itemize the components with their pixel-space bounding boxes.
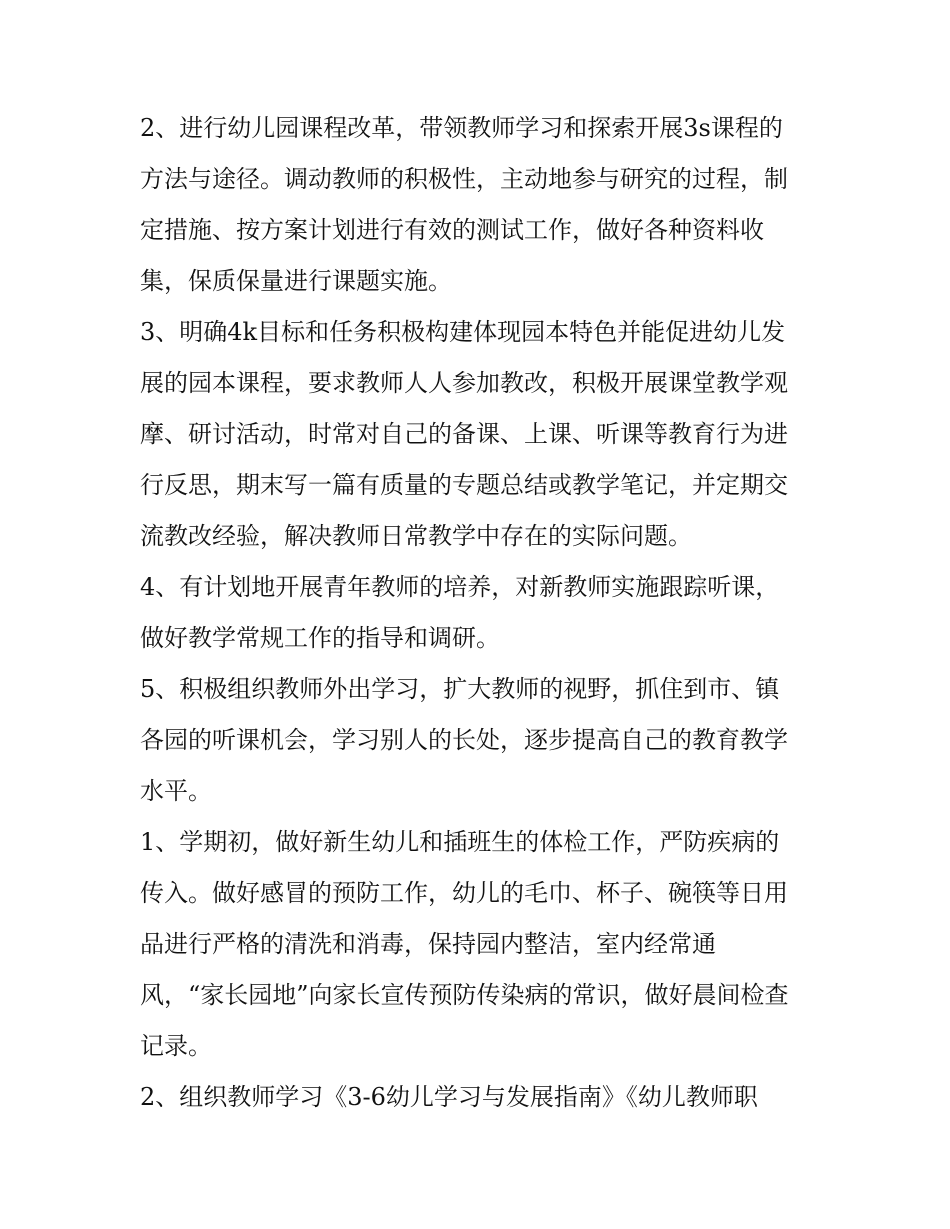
document-body [140, 103, 830, 1123]
text-line: 行反思，期末写一篇有质量的专题总结或教学笔记，并定期交 [140, 471, 788, 499]
text-line: 1、学期初，做好新生幼儿和插班生的体检工作，严防疾病的 [140, 828, 780, 856]
text-line: 定措施、按方案计划进行有效的测试工作，做好各种资料收 [140, 216, 764, 244]
text-line: 流教改经验，解决教师日常教学中存在的实际问题。 [140, 522, 692, 550]
text-line: 水平。 [140, 777, 212, 805]
text-line: 5、积极组织教师外出学习，扩大教师的视野，抓住到市、镇 [140, 675, 780, 703]
text-line: 展的园本课程，要求教师人人参加教改，积极开展课堂教学观 [140, 369, 788, 397]
text-line: 做好教学常规工作的指导和调研。 [140, 624, 500, 652]
text-line: 4、有计划地开展青年教师的培养，对新教师实施跟踪听课， [140, 573, 780, 601]
text-line: 品进行严格的清洗和消毒，保持园内整洁，室内经常通 [140, 930, 716, 958]
text-line: 方法与途径。调动教师的积极性，主动地参与研究的过程，制 [140, 165, 788, 193]
text-line: 摩、研讨活动，时常对自己的备课、上课、听课等教育行为进 [140, 420, 788, 448]
text-line: 2、组织教师学习《3-6幼儿学习与发展指南》《幼儿教师职 [140, 1083, 758, 1111]
text-line: 3、明确4k目标和任务积极构建体现园本特色并能促进幼儿发 [140, 318, 786, 346]
text-line: 传入。做好感冒的预防工作，幼儿的毛巾、杯子、碗筷等日用 [140, 879, 788, 907]
text-line: 风，“家长园地”向家长宣传预防传染病的常识，做好晨间检查 [140, 981, 789, 1009]
text-line: 2、进行幼儿园课程改革，带领教师学习和探索开展3s课程的 [140, 114, 783, 142]
text-line: 集，保质保量进行课题实施。 [140, 267, 452, 295]
text-line: 各园的听课机会，学习别人的长处，逐步提高自己的教育教学 [140, 726, 788, 754]
text-line: 记录。 [140, 1032, 212, 1060]
